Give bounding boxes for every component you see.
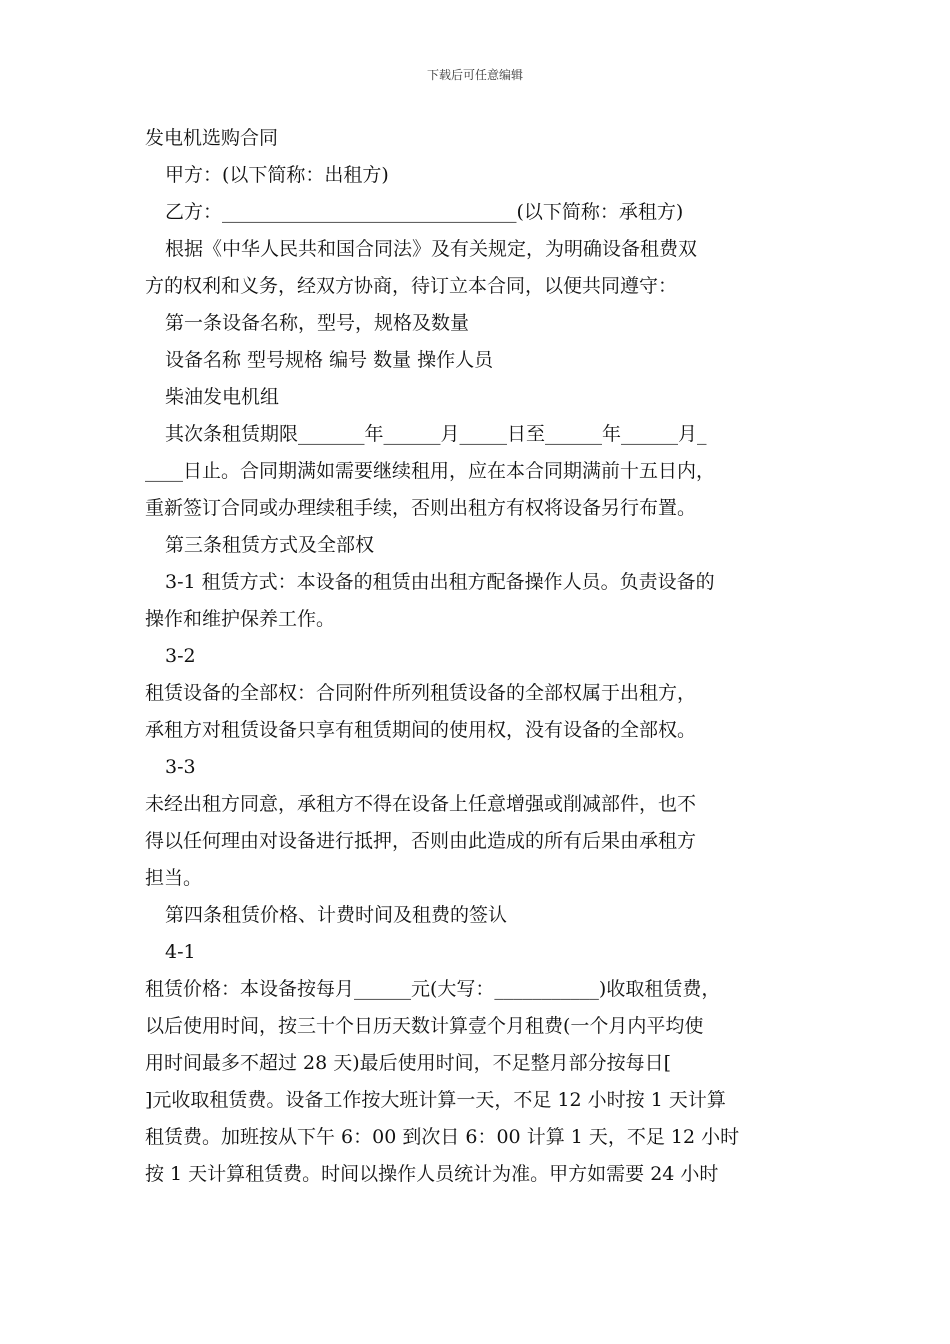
text-line: 以后使用时间，按三十个日历天数计算壹个月租费(一个月内平均使 xyxy=(145,1015,704,1037)
text-line: 承租方对租赁设备只享有租赁期间的使用权，没有设备的全部权。 xyxy=(145,719,697,741)
text-line: 操作和维护保养工作。 xyxy=(145,608,336,630)
text-line: 甲方：(以下简称：出租方) xyxy=(165,164,389,186)
text-line: 租赁价格：本设备按每月______元(大写：___________)收取租赁费， xyxy=(145,978,721,1000)
text-line: 得以任何理由对设备进行抵押，否则由此造成的所有后果由承租方 xyxy=(145,830,697,852)
text-line: 用时间最多不超过 28 天)最后使用时间，不足整月部分按每日[ xyxy=(145,1052,672,1074)
clause-number: 3-3 xyxy=(165,756,196,778)
text-line: 重新签订合同或办理续租手续，否则出租方有权将设备另行布置。 xyxy=(145,497,697,519)
text-line: 设备名称 型号规格 编号 数量 操作人员 xyxy=(165,349,494,371)
document-title: 发电机选购合同 xyxy=(145,127,279,149)
text-line: 柴油发电机组 xyxy=(165,386,280,408)
text-line: 乙方：_______________________________(以下简称：承租方) xyxy=(165,201,684,223)
text-line: 按 1 天计算租赁费。时间以操作人员统计为准。甲方如需要 24 小时 xyxy=(145,1163,719,1185)
section-heading: 第三条租赁方式及全部权 xyxy=(165,534,375,556)
section-heading: 第四条租赁价格、计费时间及租费的签认 xyxy=(165,904,508,926)
text-line: 担当。 xyxy=(145,867,203,889)
page-header-note: 下载后可任意编辑 xyxy=(426,68,523,82)
text-line: 租赁设备的全部权：合同附件所列租赁设备的全部权属于出租方， xyxy=(145,682,697,704)
text-line: 租赁费。加班按从下午 6：00 到次日 6：00 计算 1 天，不足 12 小时 xyxy=(145,1126,740,1148)
text-line: 3-1 租赁方式：本设备的租赁由出租方配备操作人员。负责设备的 xyxy=(165,571,715,593)
text-line: 根据《中华人民共和国合同法》及有关规定，为明确设备租费双 xyxy=(165,238,698,260)
contract-body xyxy=(145,120,825,1193)
text-line: ]元收取租赁费。设备工作按大班计算一天，不足 12 小时按 1 天计算 xyxy=(145,1089,726,1111)
clause-number: 3-2 xyxy=(165,645,196,667)
text-line: ____日止。合同期满如需要继续租用，应在本合同期满前十五日内， xyxy=(145,460,716,482)
text-line: 未经出租方同意，承租方不得在设备上任意增强或削减部件，也不 xyxy=(145,793,697,815)
section-heading: 第一条设备名称，型号，规格及数量 xyxy=(165,312,470,334)
text-line: 其次条租赁期限_______年______月_____日至______年______月_ xyxy=(165,423,707,445)
text-line: 方的权利和义务，经双方协商，待订立本合同，以便共同遵守： xyxy=(145,275,678,297)
clause-number: 4-1 xyxy=(165,941,196,963)
